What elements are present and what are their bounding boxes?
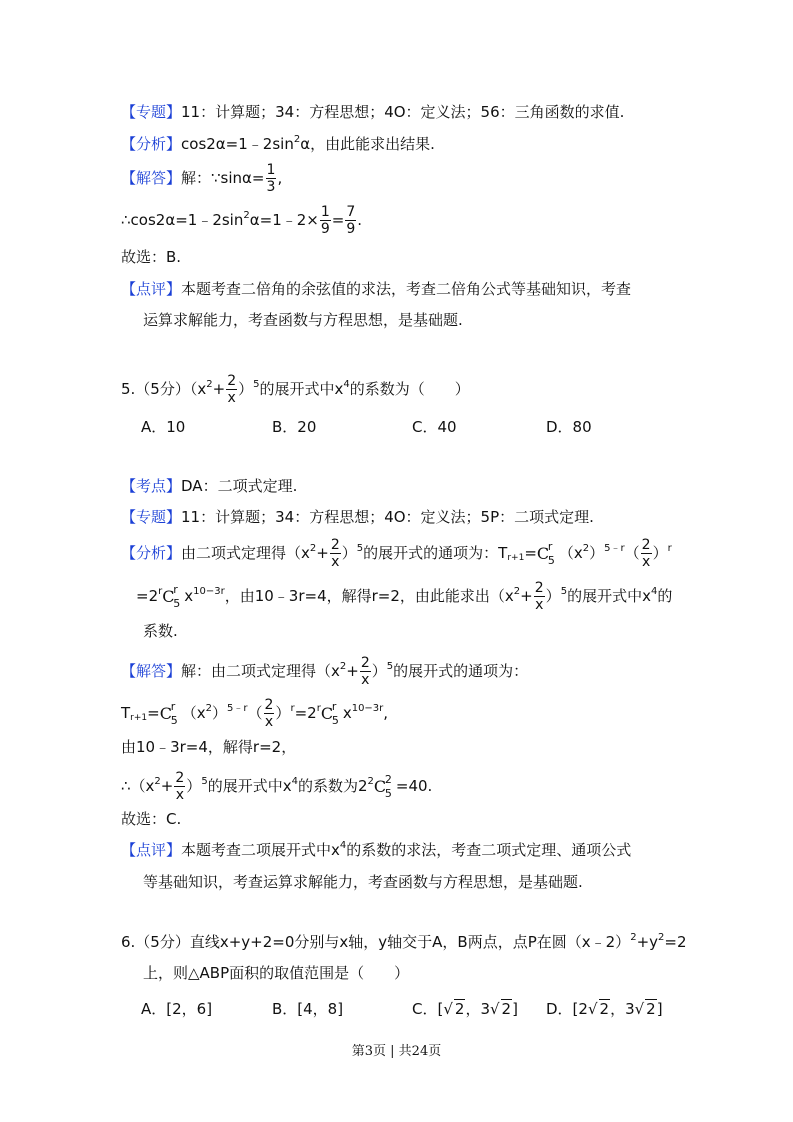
solution-text-b: α=1﹣2× bbox=[249, 211, 319, 229]
period: . bbox=[357, 211, 363, 229]
topic-line bbox=[121, 105, 624, 120]
text: 的系数为 bbox=[297, 777, 358, 795]
sup: r bbox=[316, 703, 321, 714]
denominator: 9 bbox=[320, 221, 330, 237]
sup: 2 bbox=[206, 379, 213, 390]
analysis-tag: 【分析】 bbox=[121, 135, 182, 153]
sqrt-icon: √ bbox=[634, 1000, 645, 1018]
solution-text-a: ∴cos2α=1﹣2sin bbox=[121, 211, 244, 229]
text: （x bbox=[181, 704, 206, 722]
numerator: 2 bbox=[264, 697, 274, 713]
fraction bbox=[226, 373, 237, 406]
analysis-line-2b bbox=[136, 580, 672, 613]
text: 6.（5分）直线x+y+2=0分别与x轴，y轴交于A，B两点，点P在圆（x﹣2） bbox=[121, 933, 631, 951]
denominator: x bbox=[264, 714, 274, 730]
page-footer: 第3页 | 共24页 bbox=[351, 1044, 442, 1059]
lower: 5 bbox=[331, 713, 339, 727]
comment-line-4: 等基础知识，考查运算求解能力，考查函数与方程思想，是基础题. bbox=[143, 873, 583, 891]
question-6 bbox=[121, 932, 687, 951]
sup: r bbox=[667, 543, 672, 554]
upper: 2 bbox=[384, 772, 392, 786]
text: 的展开式中x bbox=[567, 587, 651, 605]
plus: + bbox=[212, 380, 226, 398]
denominator: x bbox=[227, 390, 236, 406]
q5-text-e: 的系数为（ ） bbox=[349, 380, 470, 398]
radicand: 2 bbox=[501, 1000, 512, 1018]
sup: 5﹣r bbox=[227, 703, 248, 714]
sup: 5 bbox=[560, 586, 568, 597]
fraction bbox=[330, 537, 341, 570]
denominator: x bbox=[535, 597, 544, 613]
keypoint-text: DA：二项式定理. bbox=[181, 477, 298, 495]
paren: ） bbox=[545, 587, 561, 605]
combination bbox=[162, 584, 184, 610]
fraction bbox=[360, 655, 371, 688]
topic-text: 11：计算题；34：方程思想；4O：定义法；5P：二项式定理. bbox=[181, 508, 594, 526]
q5-option-d[interactable]: D．80 bbox=[546, 418, 592, 436]
question-6b: 上，则△ABP面积的取值范围是（ ） bbox=[143, 964, 410, 982]
equals: = bbox=[524, 544, 537, 562]
text: ，3 bbox=[465, 1000, 490, 1018]
combination bbox=[374, 774, 396, 800]
text: D．[2 bbox=[546, 1000, 588, 1018]
text: =2 bbox=[136, 587, 159, 605]
combination bbox=[160, 701, 182, 727]
sup: 2 bbox=[367, 776, 374, 787]
comment-line-2: 运算求解能力，考查函数与方程思想，是基础题. bbox=[143, 311, 463, 329]
fraction bbox=[534, 580, 545, 613]
radicand: 2 bbox=[646, 1000, 656, 1018]
sup: 5 bbox=[386, 661, 394, 672]
sup: 2 bbox=[339, 661, 347, 672]
text: ] bbox=[656, 1000, 663, 1018]
paren: （ bbox=[247, 704, 263, 722]
sqrt-icon: √ bbox=[443, 1000, 453, 1018]
sup: 4 bbox=[339, 840, 347, 851]
denominator: 3 bbox=[266, 179, 276, 195]
sup: 4 bbox=[343, 379, 350, 390]
text: x bbox=[184, 587, 194, 605]
q5-text-d: 的展开式中x bbox=[259, 380, 344, 398]
plus: + bbox=[316, 544, 329, 562]
text: 的展开式中x bbox=[207, 777, 292, 795]
denominator: 9 bbox=[346, 221, 356, 237]
numerator: 2 bbox=[227, 373, 237, 389]
solve-r-line: 由10﹣3r=4，解得r=2， bbox=[121, 738, 297, 756]
fraction bbox=[174, 770, 185, 803]
lower: 5 bbox=[173, 596, 181, 610]
equals: = bbox=[147, 704, 160, 722]
q6-option-b[interactable]: B．[4，8] bbox=[272, 1000, 344, 1018]
answer-line bbox=[121, 162, 282, 195]
comment-tag: 【点评】 bbox=[121, 841, 182, 859]
text: =2 bbox=[294, 704, 317, 722]
paren: ） bbox=[652, 544, 668, 562]
answer-line-2 bbox=[121, 655, 528, 688]
text: 解：由二项式定理得（x bbox=[181, 662, 340, 680]
q6-option-a[interactable]: A．[2，6] bbox=[141, 1000, 213, 1018]
sup: 2 bbox=[154, 776, 161, 787]
numerator: 2 bbox=[175, 770, 185, 786]
numerator: 2 bbox=[360, 655, 370, 671]
upper: r bbox=[547, 539, 553, 553]
fraction bbox=[266, 162, 277, 195]
paren: ） bbox=[238, 380, 254, 398]
numerator: 1 bbox=[320, 204, 330, 220]
numerator: 7 bbox=[346, 204, 356, 220]
sub: r+1 bbox=[507, 553, 525, 563]
fraction bbox=[345, 204, 356, 237]
sup: 2 bbox=[630, 932, 637, 943]
q5-option-c[interactable]: C．40 bbox=[412, 418, 457, 436]
C: C bbox=[162, 586, 175, 606]
sup: 10−3r bbox=[351, 703, 384, 714]
fraction bbox=[264, 697, 275, 730]
paren: （ bbox=[624, 544, 640, 562]
text: 2 bbox=[357, 777, 368, 795]
lower: 5 bbox=[384, 786, 392, 800]
comment-line bbox=[121, 282, 631, 297]
upper: r bbox=[331, 699, 337, 713]
numerator: 1 bbox=[266, 162, 276, 178]
fraction bbox=[641, 537, 652, 570]
text: （x bbox=[558, 544, 583, 562]
paren: ） bbox=[186, 777, 202, 795]
choice-line-2: 故选：C. bbox=[121, 810, 182, 828]
sup: 2 bbox=[309, 543, 317, 554]
q5-option-a[interactable]: A．10 bbox=[141, 418, 186, 436]
plus: + bbox=[346, 662, 359, 680]
denominator: x bbox=[641, 554, 651, 570]
comment-text: 本题考查二倍角的余弦值的求法，考查二倍角公式等基础知识，考查 bbox=[181, 280, 632, 298]
C: C bbox=[320, 703, 334, 723]
sup: 2 bbox=[658, 932, 665, 943]
sup: 5 bbox=[356, 543, 364, 554]
combination bbox=[537, 541, 559, 567]
sup: 5 bbox=[253, 379, 260, 390]
equals: = bbox=[331, 211, 345, 229]
upper: r bbox=[173, 582, 178, 596]
text: 本题考查二项展开式中x bbox=[181, 841, 340, 859]
text: x bbox=[342, 704, 352, 722]
sup: 4 bbox=[650, 586, 658, 597]
paren: ） bbox=[371, 662, 387, 680]
topic-tag: 【专题】 bbox=[121, 508, 182, 526]
denominator: x bbox=[361, 672, 370, 688]
numerator: 2 bbox=[330, 537, 340, 553]
sqrt-icon: √ bbox=[489, 1000, 500, 1018]
answer-tag: 【解答】 bbox=[121, 662, 182, 680]
text: ，3 bbox=[610, 1000, 635, 1018]
paren: ） bbox=[589, 544, 605, 562]
sup: 4 bbox=[291, 776, 298, 787]
analysis-text-b: α，由此能求出结果. bbox=[300, 135, 435, 153]
text: ，由10﹣3r=4，解得r=2，由此能求出（x bbox=[224, 587, 514, 605]
upper: r bbox=[170, 699, 176, 713]
plus: + bbox=[160, 777, 174, 795]
paren: ） bbox=[211, 704, 227, 722]
comma: , bbox=[383, 704, 389, 722]
sup: 2 bbox=[293, 134, 301, 145]
general-term-line bbox=[121, 697, 388, 730]
numerator: 2 bbox=[534, 580, 544, 596]
analysis-line-2c: 系数. bbox=[143, 622, 178, 640]
sup: 2 bbox=[243, 210, 250, 221]
sup: 5﹣r bbox=[604, 543, 625, 554]
C: C bbox=[536, 543, 550, 563]
text: 由二项式定理得（x bbox=[181, 544, 310, 562]
q5-option-b[interactable]: B．20 bbox=[272, 418, 317, 436]
fraction bbox=[320, 204, 331, 237]
text: ] bbox=[512, 1000, 518, 1018]
lower: 5 bbox=[547, 553, 555, 567]
text: 的系数的求法，考查二项式定理、通项公式 bbox=[346, 841, 632, 859]
analysis-line-2 bbox=[121, 537, 672, 570]
analysis-tag: 【分析】 bbox=[121, 544, 182, 562]
analysis-line bbox=[121, 134, 435, 153]
sup: 2 bbox=[513, 586, 521, 597]
text: 的展开式的通项为：T bbox=[363, 544, 508, 562]
text: C．[ bbox=[412, 1000, 444, 1018]
numerator: 2 bbox=[641, 537, 651, 553]
sup: 5 bbox=[201, 776, 208, 787]
answer-text: 解：∵sinα= bbox=[181, 169, 265, 187]
denominator: x bbox=[175, 787, 184, 803]
radicand: 2 bbox=[599, 1000, 610, 1018]
text: =2 bbox=[664, 933, 687, 951]
sup: r bbox=[158, 586, 163, 597]
plus: + bbox=[520, 587, 533, 605]
comma: , bbox=[277, 169, 283, 187]
answer-tag: 【解答】 bbox=[121, 169, 182, 187]
radicand: 2 bbox=[454, 1000, 465, 1018]
sup: 10−3r bbox=[193, 586, 225, 597]
text: 的展开式的通项为： bbox=[393, 662, 529, 680]
text: 的 bbox=[657, 587, 673, 605]
q6-option-d[interactable] bbox=[546, 998, 663, 1019]
topic-line-2 bbox=[121, 510, 594, 525]
C: C bbox=[373, 776, 387, 796]
solution-line bbox=[121, 204, 362, 237]
C: C bbox=[159, 703, 172, 723]
comment-tag: 【点评】 bbox=[121, 280, 182, 298]
keypoint-tag: 【考点】 bbox=[121, 477, 182, 495]
q5-text-a: 5.（5分）（x bbox=[121, 380, 207, 398]
paren: ） bbox=[275, 704, 291, 722]
topic-text: 11：计算题；34：方程思想；4O：定义法；56：三角函数的求值. bbox=[181, 103, 625, 121]
coefficient-line bbox=[121, 770, 432, 803]
text: =40. bbox=[395, 777, 433, 795]
lower: 5 bbox=[170, 713, 178, 727]
q6-option-c[interactable] bbox=[412, 998, 518, 1019]
sup: 2 bbox=[582, 543, 590, 554]
sup: 2 bbox=[205, 703, 212, 714]
text: ∴（x bbox=[121, 777, 155, 795]
choice-line: 故选：B. bbox=[121, 248, 182, 266]
denominator: x bbox=[331, 554, 340, 570]
topic-tag: 【专题】 bbox=[121, 103, 182, 121]
text: +y bbox=[636, 933, 659, 951]
comment-line-3 bbox=[121, 840, 632, 859]
sub: r+1 bbox=[130, 713, 148, 723]
text: T bbox=[121, 704, 131, 722]
sqrt-icon: √ bbox=[587, 1000, 598, 1018]
paren: ） bbox=[341, 544, 357, 562]
analysis-text-a: cos2α=1﹣2sin bbox=[181, 135, 294, 153]
keypoint-line bbox=[121, 479, 297, 494]
question-5 bbox=[121, 373, 470, 406]
sup: r bbox=[290, 703, 295, 714]
combination bbox=[321, 701, 343, 727]
